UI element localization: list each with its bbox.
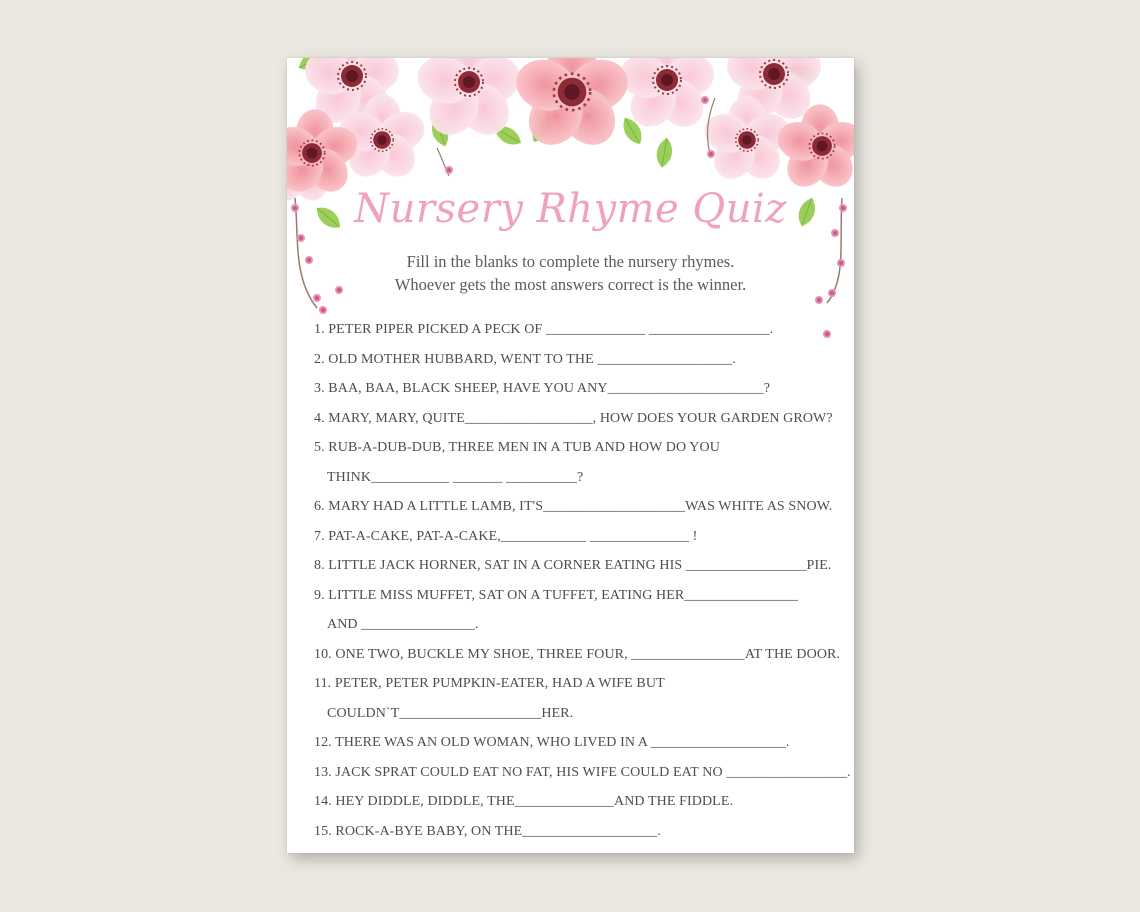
question-9: 9. LITTLE MISS MUFFET, SAT ON A TUFFET, EATING HER________________ xyxy=(314,587,798,603)
question-13: 13. JACK SPRAT COULD EAT NO FAT, HIS WIFE COULD EAT NO _________________. xyxy=(314,764,851,780)
question-11: 11. PETER, PETER PUMPKIN-EATER, HAD A WIFE BUT xyxy=(314,676,665,691)
question-8: 8. LITTLE JACK HORNER, SAT IN A CORNER EATING HIS _________________PIE. xyxy=(314,558,832,573)
question-11-continued: COULDN`T____________________HER. xyxy=(327,705,574,721)
question-10: 10. ONE TWO, BUCKLE MY SHOE, THREE FOUR, ________________AT THE DOOR. xyxy=(314,646,841,662)
question-6: 6. MARY HAD A LITTLE LAMB, IT'S____________________WAS WHITE AS SNOW. xyxy=(314,499,833,514)
instructions xyxy=(287,250,854,296)
question-12: 12. THERE WAS AN OLD WOMAN, WHO LIVED IN A ___________________. xyxy=(314,735,790,750)
quiz-card xyxy=(287,58,854,853)
question-5-continued: THINK___________ _______ __________? xyxy=(327,469,584,485)
question-5: 5. RUB-A-DUB-DUB, THREE MEN IN A TUB AND HOW DO YOU xyxy=(314,440,720,455)
question-list xyxy=(314,320,851,851)
instruction-line: Fill in the blanks to complete the nursery rhymes. xyxy=(406,252,735,271)
question-9-continued: AND ________________. xyxy=(327,617,479,632)
quiz-title: Nursery Rhyme Quiz xyxy=(354,186,787,232)
question-3: 3. BAA, BAA, BLACK SHEEP, HAVE YOU ANY______________________? xyxy=(314,381,771,396)
question-7: 7. PAT-A-CAKE, PAT-A-CAKE,____________ ______________ ! xyxy=(314,528,698,544)
question-15: 15. ROCK-A-BYE BABY, ON THE___________________. xyxy=(314,823,661,839)
question-4: 4. MARY, MARY, QUITE__________________, HOW DOES YOUR GARDEN GROW? xyxy=(314,410,833,426)
instruction-line: Whoever gets the most answers correct is the winner. xyxy=(394,275,747,294)
question-14: 14. HEY DIDDLE, DIDDLE, THE______________AND THE FIDDLE. xyxy=(314,794,734,809)
question-2: 2. OLD MOTHER HUBBARD, WENT TO THE ___________________. xyxy=(314,351,736,367)
question-1: 1. PETER PIPER PICKED A PECK OF ______________ _________________. xyxy=(314,322,774,337)
